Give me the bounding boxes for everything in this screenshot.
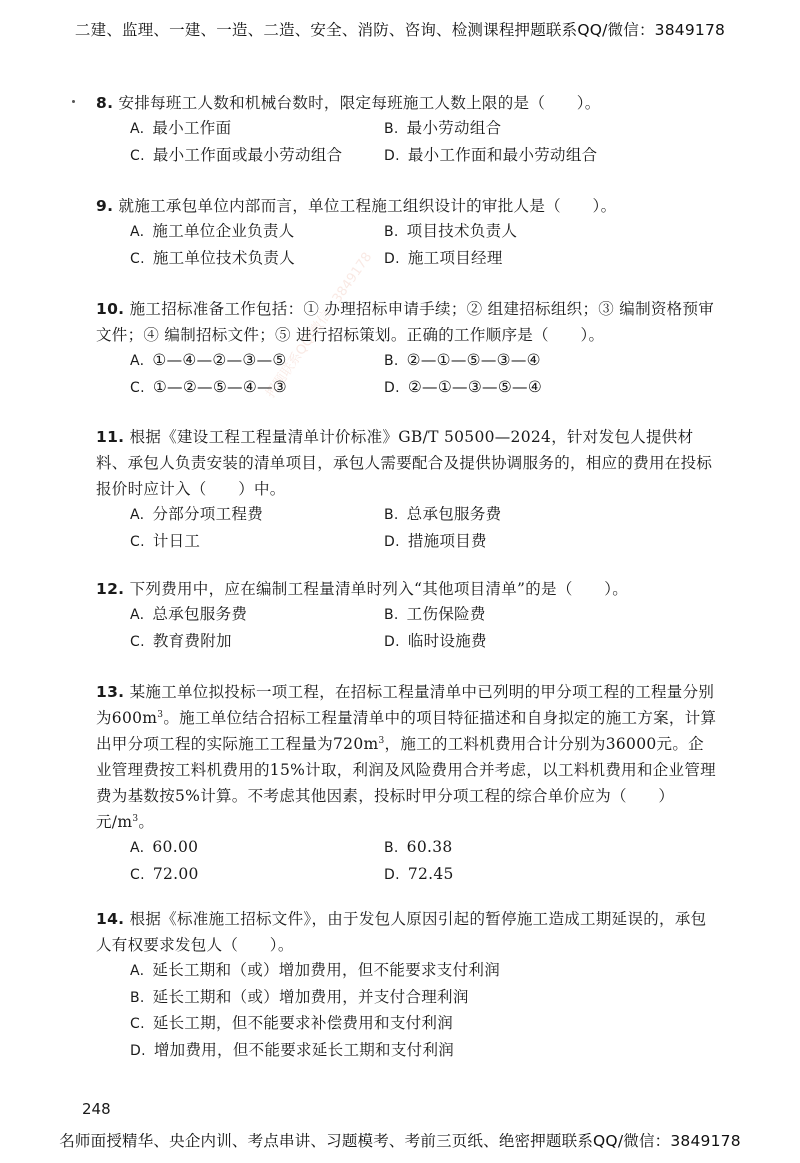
options (130, 835, 718, 888)
question-text: 根据《标准施工招标文件》，由于发包人原因引起的暂停施工造成工期延误的，承包人有权要求发包人（ ）。 (96, 910, 707, 954)
option-d[interactable]: D. 最小工作面和最小劳动组合 (384, 145, 598, 164)
options (130, 502, 718, 555)
question-stem (96, 424, 718, 502)
question-12 (96, 576, 718, 655)
question-number: 10. (96, 300, 125, 318)
page-header: 二建、监理、一建、一造、二造、安全、消防、咨询、检测课程押题联系QQ/微信：3849178 (74, 21, 726, 39)
question-stem (96, 90, 718, 116)
question-stem (96, 193, 718, 219)
option-b[interactable]: B. 总承包服务费 (384, 505, 502, 523)
option-d[interactable]: D. 临时设施费 (384, 631, 487, 650)
option-d[interactable]: D. 措施项目费 (384, 531, 487, 550)
options (130, 116, 718, 169)
question-number: 8. (96, 94, 114, 112)
options (130, 958, 718, 1064)
question-text: 就施工承包单位内部而言，单位工程施工组织设计的审批人是（ ）。 (118, 197, 617, 215)
option-d[interactable]: D. 增加费用，但不能要求延长工期和支付利润 (130, 1040, 455, 1059)
options (130, 348, 718, 401)
option-a[interactable]: A. 60.00 (130, 838, 199, 856)
option-b[interactable]: B. 项目技术负责人 (384, 222, 518, 240)
option-a[interactable]: A. 施工单位企业负责人 (130, 222, 295, 240)
watermark: 押题联系QQ/微信：3849178 (263, 249, 376, 401)
question-11 (96, 424, 718, 555)
question-stem (96, 296, 718, 348)
question-14 (96, 906, 718, 1064)
option-a[interactable]: A. 分部分项工程费 (130, 505, 263, 523)
page-number: 248 (82, 1100, 111, 1118)
question-text: 。施工单位结合招标工程量清单中的项目特征描述和自身拟定的施工方案，计算出甲分项工程的实际施工工程量为720m (96, 709, 717, 753)
option-b[interactable]: B. 延长工期和（或）增加费用，并支付合理利润 (130, 987, 469, 1006)
question-10 (96, 296, 718, 401)
option-d[interactable]: D. ②—①—③—⑤—④ (384, 377, 543, 396)
option-b[interactable]: B. ②—①—⑤—③—④ (384, 351, 541, 369)
option-a[interactable]: A. ①—④—②—③—⑤ (130, 351, 287, 369)
question-8 (96, 90, 718, 169)
option-c[interactable]: C. 教育费附加 (130, 631, 232, 650)
question-number: 13. (96, 683, 125, 701)
page-footer: 名师面授精华、央企内训、考点串讲、习题模考、考前三页纸、绝密押题联系QQ/微信：3849178 (59, 1132, 741, 1150)
superscript: 3 (157, 709, 164, 720)
question-text: ，施工的工料机费用合计分别为36000元。企业管理费按工料机费用的15%计取，利润及风险费用合并考虑，以工料机费用和企业管理费为基数按5%计算。不考虑其他因素，投标时甲分项工程的综合单价应为（ ）元/m (96, 735, 716, 831)
question-stem (96, 576, 718, 602)
question-number: 12. (96, 580, 125, 598)
question-text: 下列费用中，应在编制工程量清单时列入“其他项目清单”的是（ ）。 (129, 580, 629, 598)
question-number: 14. (96, 910, 125, 928)
question-9 (96, 193, 718, 272)
option-c[interactable]: C. ①—②—⑤—④—③ (130, 377, 288, 396)
option-c[interactable]: C. 最小工作面或最小劳动组合 (130, 145, 343, 164)
option-b[interactable]: B. 60.38 (384, 838, 453, 856)
margin-dot (72, 100, 75, 103)
option-c[interactable]: C. 计日工 (130, 531, 201, 550)
option-a[interactable]: A. 总承包服务费 (130, 605, 248, 623)
question-text: 。 (138, 813, 155, 831)
option-c[interactable]: C. 施工单位技术负责人 (130, 248, 296, 267)
option-a[interactable]: A. 最小工作面 (130, 119, 232, 137)
option-d[interactable]: D. 施工项目经理 (384, 248, 503, 267)
option-c[interactable]: C. 72.00 (130, 864, 199, 883)
options (130, 219, 718, 272)
question-text: 根据《建设工程工程量清单计价标准》GB/T 50500—2024，针对发包人提供材料、承包人负责安装的清单项目，承包人需要配合及提供协调服务的，相应的费用在投标报价时应计入（ ）中。 (96, 428, 713, 498)
option-d[interactable]: D. 72.45 (384, 864, 454, 883)
option-a[interactable]: A. 延长工期和（或）增加费用，但不能要求支付利润 (130, 961, 500, 979)
question-number: 9. (96, 197, 114, 215)
option-c[interactable]: C. 延长工期，但不能要求补偿费用和支付利润 (130, 1014, 454, 1032)
question-stem (96, 906, 718, 958)
options (130, 602, 718, 655)
option-b[interactable]: B. 最小劳动组合 (384, 119, 502, 137)
question-stem (96, 679, 718, 835)
question-text: 施工招标准备工作包括：① 办理招标申请手续；② 组建招标组织；③ 编制资格预审文件；④ 编制招标文件；⑤ 进行招标策划。正确的工作顺序是（ ）。 (96, 300, 715, 344)
option-b[interactable]: B. 工伤保险费 (384, 605, 486, 623)
superscript: 3 (378, 735, 385, 746)
question-number: 11. (96, 428, 125, 446)
question-text: 安排每班工人数和机械台数时，限定每班施工人数上限的是（ ）。 (118, 94, 601, 112)
question-text: 某施工单位拟投标一项工程，在招标工程量清单中已列明的甲分项工程的工程量分别为600m (96, 683, 715, 727)
question-13 (96, 679, 718, 888)
superscript: 3 (132, 813, 139, 824)
